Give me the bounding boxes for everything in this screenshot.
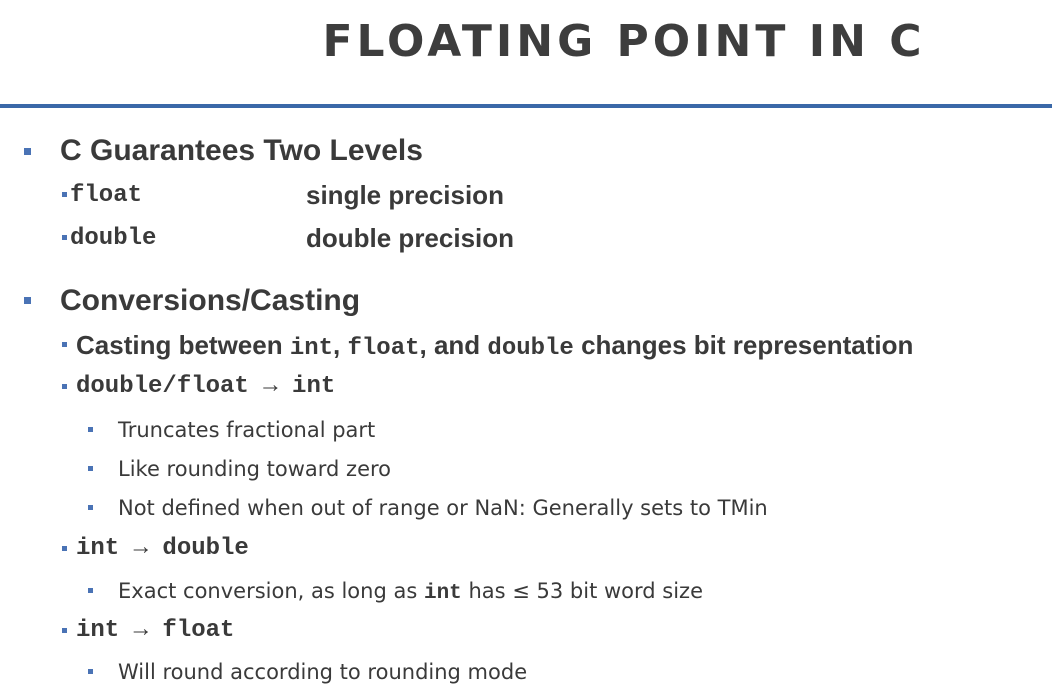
double-description: double precision [306, 223, 515, 253]
df-item-rounding: Like rounding toward zero [118, 457, 392, 481]
bullet-marker [62, 384, 67, 389]
bullet-marker [24, 297, 31, 304]
df-to-int-label: double/float → int [76, 373, 336, 400]
int-to-float-item: Will round according to rounding mode [118, 660, 528, 684]
int-to-double-item [118, 579, 703, 605]
casting-suffix: changes bit representation [573, 330, 914, 360]
slide-title: FLOATING POINT IN C [322, 16, 926, 67]
float-description: single precision [306, 180, 504, 210]
bullet-marker [24, 148, 31, 155]
casting-sep: , [333, 330, 348, 360]
casting-sep: , and [419, 330, 488, 360]
type-double: double [487, 335, 574, 362]
bullet-marker [62, 546, 67, 551]
item-prefix: Exact conversion, as long as [118, 579, 424, 603]
bullet-marker [88, 466, 93, 471]
casting-prefix: Casting between [76, 330, 290, 360]
bullet-marker [88, 505, 93, 510]
type-int: int [289, 335, 334, 362]
bullet-marker [62, 235, 67, 240]
section-heading-guarantees: C Guarantees Two Levels [60, 134, 423, 167]
bullet-marker [88, 669, 93, 674]
int-to-float-label: int → float [76, 617, 235, 644]
bullet-marker [88, 588, 93, 593]
bullet-marker [88, 427, 93, 432]
item-suffix: has ≤ 53 bit word size [461, 579, 704, 603]
type-float: float [347, 335, 420, 362]
double-type: double [70, 225, 157, 252]
bullet-marker [62, 192, 67, 197]
title-divider [0, 104, 1052, 108]
bullet-marker [62, 628, 67, 633]
casting-statement [76, 330, 913, 362]
df-item-truncates: Truncates fractional part [118, 418, 376, 442]
df-item-undefined: Not defined when out of range or NaN: Generally sets to TMin [118, 496, 768, 520]
bullet-marker [62, 342, 67, 347]
int-to-double-label: int → double [76, 535, 249, 562]
type-int: int [423, 582, 462, 605]
float-type: float [70, 182, 143, 209]
section-heading-conversions: Conversions/Casting [60, 284, 361, 317]
